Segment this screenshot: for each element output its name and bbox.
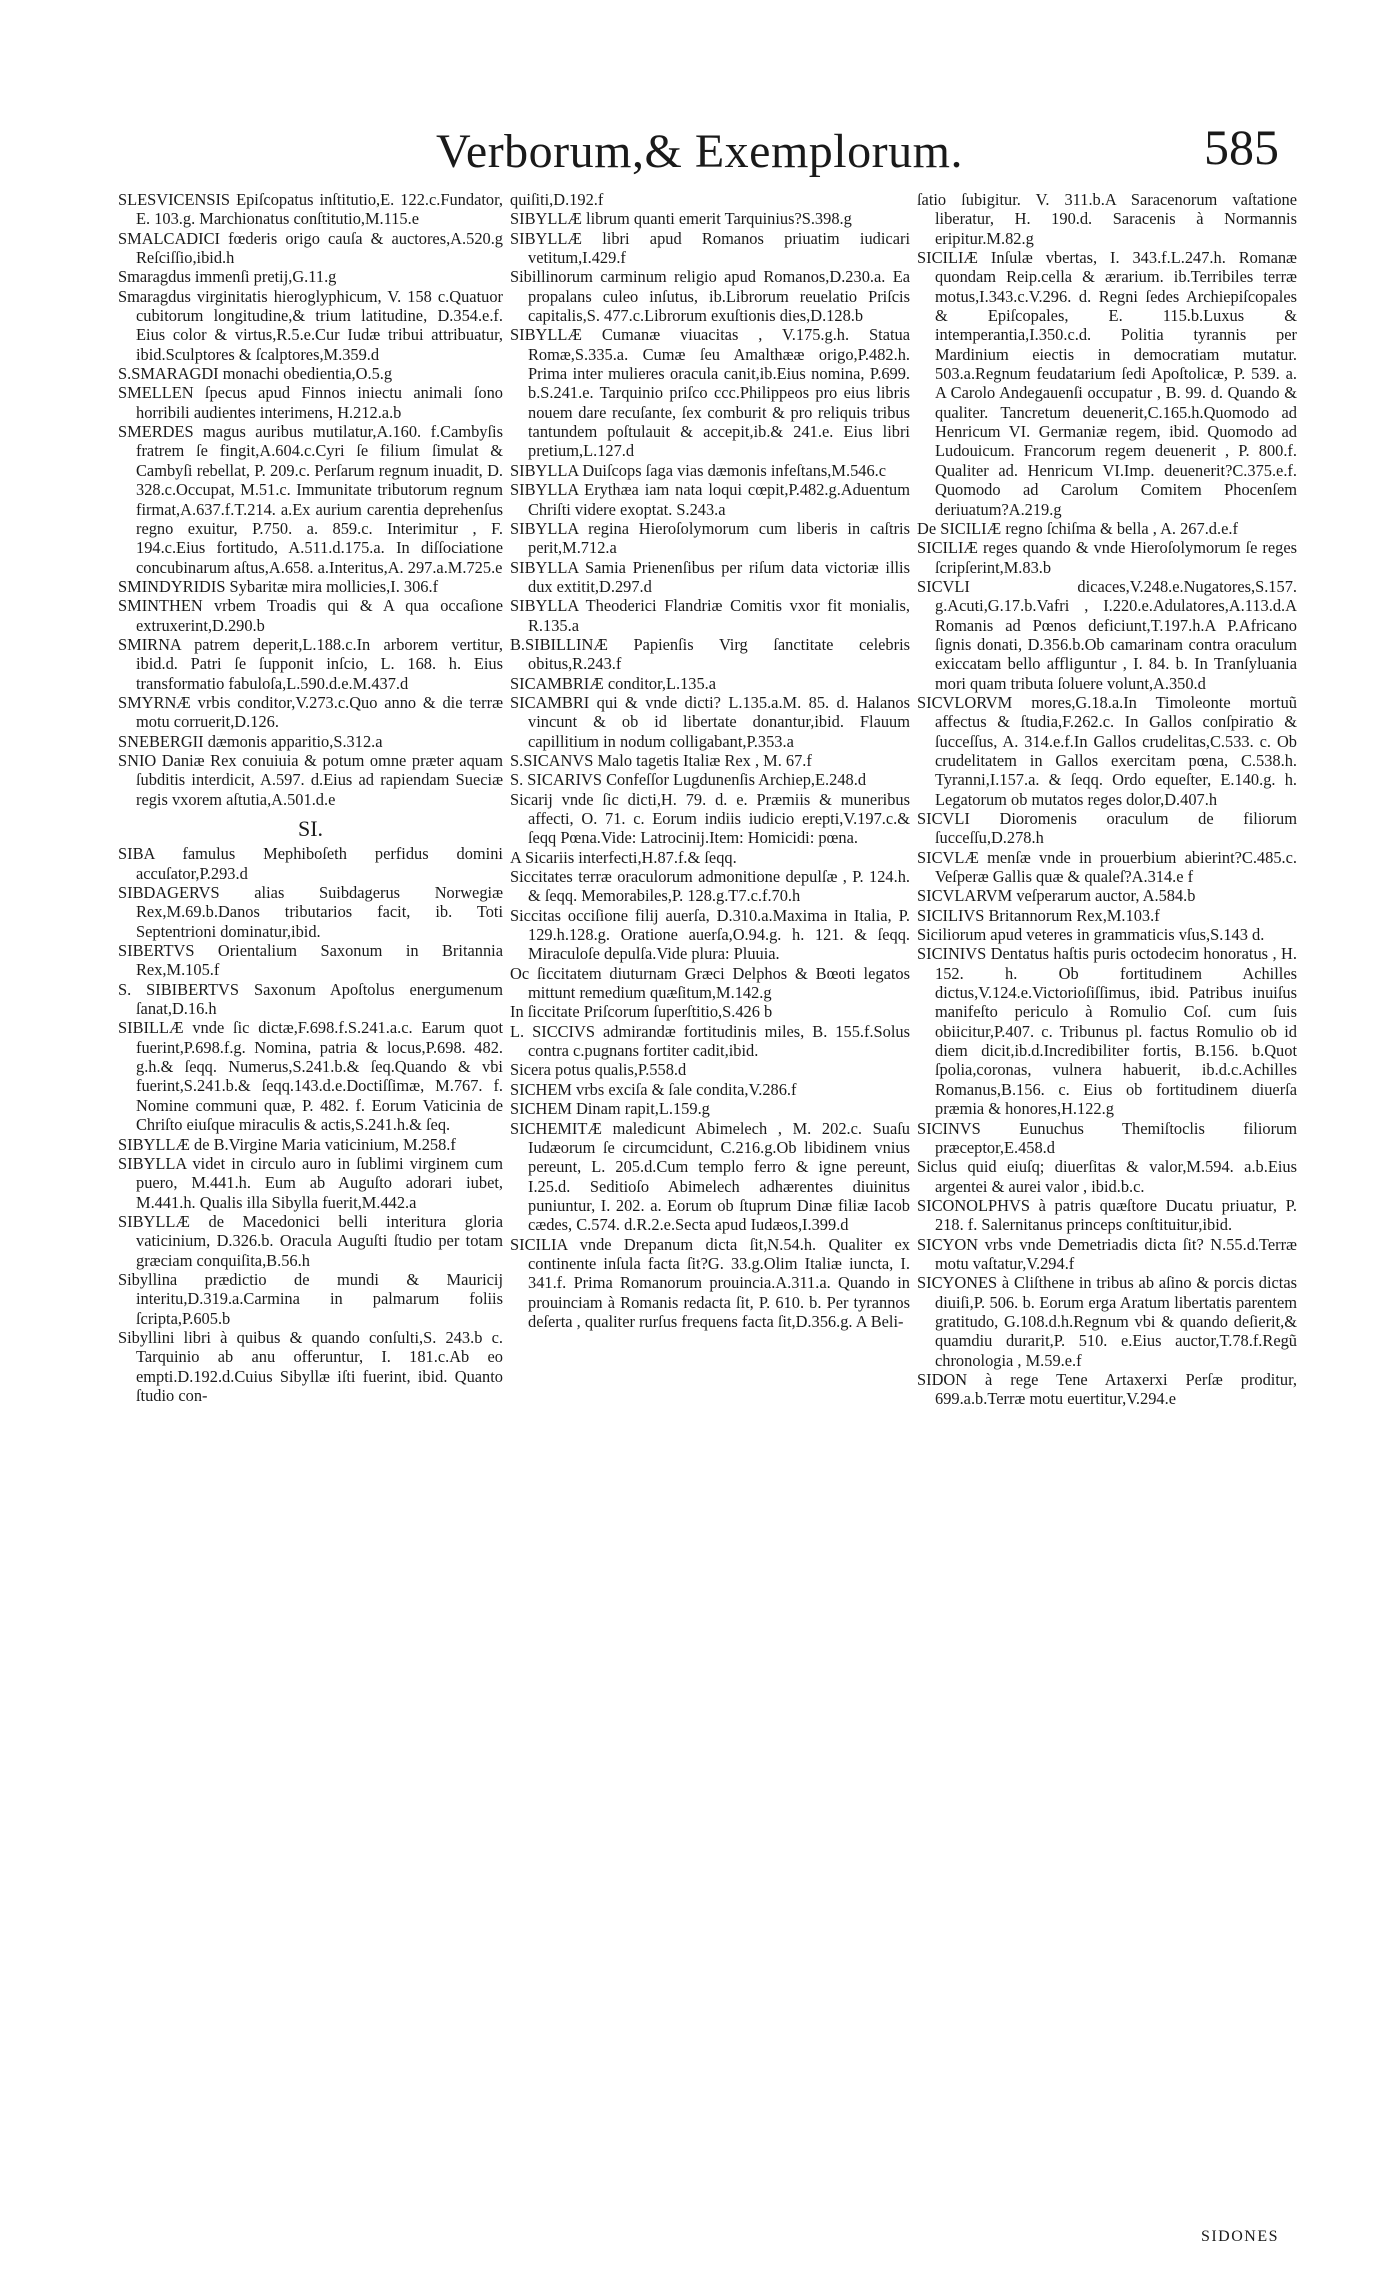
index-entry: S. SIBIBERTVS Saxonum Apoſtolus energumenum ſanat,D.16.h: [118, 979, 503, 1019]
section-heading: SI.: [297, 816, 324, 841]
index-entry: SICONOLPHVS à patris quæſtore Ducatu priuatur, P. 218. f. Salernitanus princeps conſtituitur,ibid.: [917, 1195, 1297, 1235]
index-entry: S.SICANVS Malo tagetis Italiæ Rex , M. 67.f: [510, 750, 812, 770]
index-entry: SNEBERGII dæmonis apparitio,S.312.a: [118, 731, 383, 751]
index-entry: SICVLÆ menſæ vnde in prouerbium abierint?C.485.c. Veſperæ Gallis quæ & qualeſ?A.314.e f: [917, 847, 1297, 887]
index-entry: SICHEMITÆ maledicunt Abimelech , M. 202.c. Suaſu Iudæorum ſe circumcidunt, C.216.g.Ob libidinem vnius pereunt, L. 205.d.Cum templo ferro & igne pereunt, I.25.d. Seditioſo Abimelech adhærentes diuinitus puniuntur, I. 202. a. Eorum ob ſtuprum Dinæ filiæ Iacob cædes, C.574. d.R.2.e.Secta apud Iudæos,I.399.d: [510, 1118, 910, 1235]
column-2: [510, 190, 910, 2166]
index-entry: SICAMBRIÆ conditor,L.135.a: [510, 673, 717, 693]
column-3: [917, 190, 1297, 2166]
index-entry: SIBYLLA Samia Prienenſibus per riſum data victoriæ illis dux extitit,D.297.d: [510, 557, 910, 596]
index-entry: SIDON à rege Tene Artaxerxi Perſæ proditur, 699.a.b.Terræ motu euertitur,V.294.e: [917, 1369, 1297, 1409]
index-entry: SICYON vrbs vnde Demetriadis dicta ſit? N.55.d.Terræ motu vaſtatur,V.294.f: [917, 1234, 1297, 1273]
index-entry: SIBA famulus Mephiboſeth perfidus domini accuſator,P.293.d: [118, 844, 503, 883]
index-entry: SMALCADICI fœderis origo cauſa & auctores,A.520.g Reſciſſio,ibid.h: [118, 228, 503, 268]
index-entry: SMERDES magus auribus mutilatur,A.160. f.Cambyſis fratrem ſe fingit,A.604.c.Cyri ſe filium ſimulat & Cambyſi rebellat, P. 209.c. Perſarum regnum inuadit, D. 328.c.Occupat, M.51.c. Immunitate tributorum regnum firmat,A.637.f.T.214. a.Ex aurium carentia deprehenſus regno exuitur, P.750. a. 859.c. Interimitur , F. 194.c.Eius fortitudo, A.511.d.175.a. In diſſociatione concubinarum aſtus,A.658. a.Interitus,A. 297.a.M.725.e: [118, 422, 503, 577]
index-entry: Smaragdus immenſi pretij,G.11.g: [118, 267, 337, 287]
column-1: [118, 190, 503, 2166]
index-entry: Siciliorum apud veteres in grammaticis vſus,S.143 d.: [917, 925, 1265, 945]
index-entry: Sicera potus qualis,P.558.d: [510, 1060, 687, 1080]
index-entry: SIBDAGERVS alias Suibdagerus Norwegiæ Rex,M.69.b.Danos tributarios facit, ib. Toti Septentrioni dominatur,ibid.: [118, 883, 503, 941]
index-entry: SIBYLLA Theoderici Flandriæ Comitis vxor fit monialis, R.135.a: [510, 596, 910, 635]
index-entry: Sibyllina prædictio de mundi & Mauricij interitu,D.319.a.Carmina in palmarum foliis ſcripta,P.605.b: [118, 1269, 503, 1328]
index-entry: quiſiti,D.192.f: [510, 190, 604, 209]
index-entry: S.SMARAGDI monachi obedientia,O.5.g: [118, 364, 393, 384]
index-entry: SIBYLLA videt in circulo auro in ſublimi virginem cum puero, M.441.h. Eum ab Auguſto adorari iubet, M.441.h. Qualis illa Sibylla fuerit,M.442.a: [118, 1153, 503, 1212]
page-title: Verborum,& Exemplorum.: [436, 125, 963, 178]
index-entry: In ſiccitate Priſcorum ſuperſtitio,S.426 b: [510, 1002, 773, 1022]
index-entry: SICHEM Dinam rapit,L.159.g: [510, 1099, 710, 1119]
index-entry: SICILIA vnde Drepanum dicta ſit,N.54.h. Qualiter ex continente inſula facta ſit?G. 33.g.Olim Italiæ iuncta, I. 341.f. Prima Romanorum prouincia.A.311.a. Quando in prouinciam à Romanis redacta ſit, P. 610. b. Per tyrannos deſerta , qualiter rurſus frequens facta ſit,D.356.g. A Beli-: [510, 1234, 910, 1331]
index-entry: SICILIÆ reges quando & vnde Hieroſolymorum ſe reges ſcripſerint,M.83.b: [917, 538, 1297, 577]
index-entry: B.SIBILLINÆ Papienſis Virg ſanctitate celebris obitus,R.243.f: [510, 634, 910, 674]
index-entry: SICILIÆ Inſulæ vbertas, I. 343.f.L.247.h. Romanæ quondam Reip.cella & ærarium. ib.Terribiles terræ motus,I.343.c.V.296. d. Regni ſedes Archiepiſcopales & Epiſcopales, E. 115.b.Luxus & intemperantia,I.350.c.d. Politia tyrannis per Mardinium eiectis in democratiam mutatur. 503.a.Regnum feudatarium ſedi Apoſtolicæ, P. 539. a. A Carolo Andegauenſi occupatur , B. 99. d. Quando & qualiter. Tancretum deuenerit,C.165.h.Quomodo ad Henricum VI. Germaniæ regem, ibid. Quomodo ad Ludouicum. Francorum regem deuenerit , P. 800.f. Qualiter ad. Henricum VI.Imp. deuenerit?C.375.e.f. Quomodo ad Carolum Comitem Phocenſem deriuatum?A.219.g: [917, 248, 1297, 519]
index-entry: S. SICARIVS Confeſſor Lugdunenſis Archiep,E.248.d: [510, 770, 867, 790]
index-entry: SIBYLLÆ de Macedonici belli interitura gloria vaticinium, D.326.b. Oracula Auguſti ſtudio per totam græciam conquiſita,B.56.h: [118, 1211, 503, 1270]
catchword: SIDONES: [1200, 2228, 1279, 2245]
index-entry: SIBYLLÆ de B.Virgine Maria vaticinium, M.258.f: [118, 1134, 456, 1154]
index-entry: SIBERTVS Orientalium Saxonum in Britannia Rex,M.105.f: [118, 941, 503, 980]
index-entry: SICILIVS Britannorum Rex,M.103.f: [917, 905, 1160, 925]
index-entry: SMINTHEN vrbem Troadis qui & A qua occaſione extruxerint,D.290.b: [118, 596, 503, 635]
index-entry: SICVLI dicaces,V.248.e.Nugatores,S.157. g.Acuti,G.17.b.Vafri , I.220.e.Adulatores,A.113.d.A Romanis ad Pœnos deficiunt,T.197.h.A P.Africano ſignis donati, D.356.b.Ob camarinam contra oraculum exiccatam bello affliguntur , I. 84. b. In Tranſyluania mori quam tributa ſoluere volunt,A.350.d: [917, 576, 1297, 693]
index-entry: SIBYLLÆ Cumanæ viuacitas , V.175.g.h. Statua Romæ,S.335.a. Cumæ ſeu Amalthææ origo,P.482.h. Prima inter mulieres oracula canit,ib.Eius nomina, P.699. b.S.241.e. Tarquinio priſco ccc.Philippeos pro eius libris nouem dare recuſante, ſex comburit & pro reliquis tribus tantundem poſtulauit & accepit,ib.& 241.e. Eius libri pretium,L.127.d: [510, 325, 910, 461]
index-entry: SICHEM vrbs exciſa & ſale condita,V.286.f: [510, 1079, 797, 1099]
index-entry: SICVLARVM veſperarum auctor, A.584.b: [917, 886, 1196, 906]
index-entry: Siccitas occiſione filij auerſa, D.310.a.Maxima in Italia, P. 129.h.128.g. Oratione auerſa,O.94.g. h. 121. & ſeqq. Miraculoſe depulſa.Vide plura: Pluuia.: [510, 905, 910, 964]
index-entry: SICINVS Eunuchus Themiſtoclis filiorum præceptor,E.458.d: [917, 1118, 1297, 1157]
index-entry: ſatio ſubigitur. V. 311.b.A Saracenorum vaſtatione liberatur, H. 190.d. Saracenis à Normannis eripitur.M.82.g: [917, 190, 1297, 248]
index-entry: SICINIVS Dentatus haſtis puris octodecim honoratus , H. 152. h. Ob fortitudinem Achilles dictus,V.124.e.Victorioſiſſimus, ibid. Patribus inuiſus manifeſto periculo à Romulio Coſ. cum ſuis obiicitur,P.407. c. Tribunus pl. factus Romulio ob id diem dicit,ib.d.Incredibiliter fortis, B.156. b.Quot ſpolia,coronas, vulnera habuerit, ib.d.c.Achilles Romanus,B.156. c. Eius ob fortitudinem diuerſa præmia & honores,H.122.g: [917, 944, 1297, 1119]
index-entry: Oc ſiccitatem diuturnam Græci Delphos & Bœoti legatos mittunt remedium quæſitum,M.142.g: [510, 963, 910, 1003]
index-entry: SICYONES à Cliſthene in tribus ab aſino & porcis dictas diuiſi,P. 506. b. Eorum erga Aratum libertatis parentem gratitudo, G.108.d.h.Regnum vbi & quando deſierit,& quamdiu durarit,P. 510. e.Eius auctor,T.78.f.Regũ chronologia , M.59.e.f: [917, 1273, 1297, 1370]
index-entry: Smaragdus virginitatis hieroglyphicum, V. 158 c.Quatuor cubitorum longitudine,& trium latitudine, D.354.e.f. Eius color & virtus,R.5.e.Cur Iudæ tribui attribuatur, ibid.Sculptores & ſcalptores,M.359.d: [118, 286, 503, 364]
index-entry: Siclus quid eiuſq; diuerſitas & valor,M.594. a.b.Eius argentei & aurei valor , ibid.b.c.: [917, 1157, 1297, 1196]
index-entry: Sibyllini libri à quibus & quando conſulti,S. 243.b c. Tarquinio ab anu offeruntur, I. 181.c.Ab eo empti.D.192.d.Cuius Sibyllæ iſti fuerint, ibid. Quanto ſtudio con-: [118, 1327, 503, 1405]
index-entry: SIBYLLA regina Hieroſolymorum cum liberis in caſtris perit,M.712.a: [510, 518, 910, 558]
index-entry: SIBILLÆ vnde ſic dictæ,F.698.f.S.241.a.c. Earum quot fuerint,P.698.f.g. Nomina, patria & locus,P.698. 482. g.h.& ſeqq. Numerus,S.241.b.& ſeq.Quando & vbi fuerint,S.241.b.& ſeqq.143.d.e.Doctiſſimæ, M.767. f. Nomine communi quæ, P. 482. f. Eorum Vaticinia de Chriſto eiuſque miraculis & actis,S.241.h.& ſeq.: [118, 1018, 503, 1135]
index-entry: SLESVICENSIS Epiſcopatus inſtitutio,E. 122.c.Fundator, E. 103.g. Marchionatus conſtitutio,M.115.e: [118, 190, 503, 229]
index-entry: SMINDYRIDIS Sybaritæ mira mollicies,I. 306.f: [118, 576, 439, 596]
index-entry: SICVLORVM mores,G.18.a.In Timoleonte mortuũ affectus & ſtudia,F.262.c. In Gallos conſpiratio & ſucceſſus, A. 314.e.f.In Gallos crudelitas,C.533. c. Ob crudelitatem in Gallos exercitam pœna, C.538.h. Tyranni,I.157.a. & ſeqq. Ordo equeſter, E.140.g. h. Legatorum ob mutatos reges dolor,D.407.h: [917, 692, 1297, 809]
index-entry: SMIRNA patrem deperit,L.188.c.In arborem vertitur, ibid.d. Patri ſe ſupponit inſcio, L. 168. h. Eius transformatio fabuloſa,L.590.d.e.M.437.d: [118, 634, 503, 693]
index-entry: A Sicariis interfecti,H.87.f.& ſeqq.: [510, 847, 737, 867]
index-entry: Sibillinorum carminum religio apud Romanos,D.230.a. Ea propalans culeo inſutus, ib.Librorum reuelatio Priſcis capitalis,S. 477.c.Librorum exuſtionis dies,D.128.b: [510, 267, 910, 326]
index-entry: SIBYLLA Erythæa iam nata loqui cœpit,P.482.g.Aduentum Chriſti videre exoptat. S.243.a: [510, 480, 910, 519]
index-entry: SMELLEN ſpecus apud Finnos iniectu animali ſono horribili audientes interimens, H.212.a.b: [118, 383, 503, 422]
index-entry: Siccitates terræ oraculorum admonitione depulſæ , P. 124.h. & ſeqq. Memorabiles,P. 128.g.T7.c.f.70.h: [510, 867, 910, 906]
index-entry: L. SICCIVS admirandæ fortitudinis miles, B. 155.f.Solus contra c.pugnans fortiter cadit,ibid.: [510, 1021, 910, 1061]
index-entry: SMYRNÆ vrbis conditor,V.273.c.Quo anno & die terræ motu corruerit,D.126.: [118, 692, 503, 732]
index-entry: SICAMBRI qui & vnde dicti? L.135.a.M. 85. d. Halanos vincunt & ob id libertate donantur,ibid. Flauum capillitium in nodum colligabant,P.353.a: [510, 692, 910, 751]
index-entry: SNIO Daniæ Rex conuiuia & potum omne præter aquam ſubditis interdicit, A.597. d.Eius ad rapiendam Sueciæ regis vxorem aſtutia,A.501.d.e: [118, 750, 503, 809]
index-entry: De SICILIÆ regno ſchiſma & bella , A. 267.d.e.f: [917, 518, 1238, 538]
index-entry: SICVLI Dioromenis oraculum de filiorum ſucceſſu,D.278.h: [917, 809, 1297, 848]
index-entry: SIBYLLA Duiſcops ſaga vias dæmonis infeſtans,M.546.c: [510, 460, 887, 480]
index-entry: Sicarij vnde ſic dicti,H. 79. d. e. Præmiis & muneribus affecti, O. 71. c. Eorum indiis iudicio erepti,V.197.c.& ſeqq Pœna.Vide: Latrocinij.Item: Homicidi: pœna.: [510, 789, 910, 848]
index-entry: SIBYLLÆ librum quanti emerit Tarquinius?S.398.g: [510, 209, 852, 229]
index-entry: SIBYLLÆ libri apud Romanos priuatim iudicari vetitum,I.429.f: [510, 228, 910, 268]
page-number: 585: [1204, 119, 1279, 175]
